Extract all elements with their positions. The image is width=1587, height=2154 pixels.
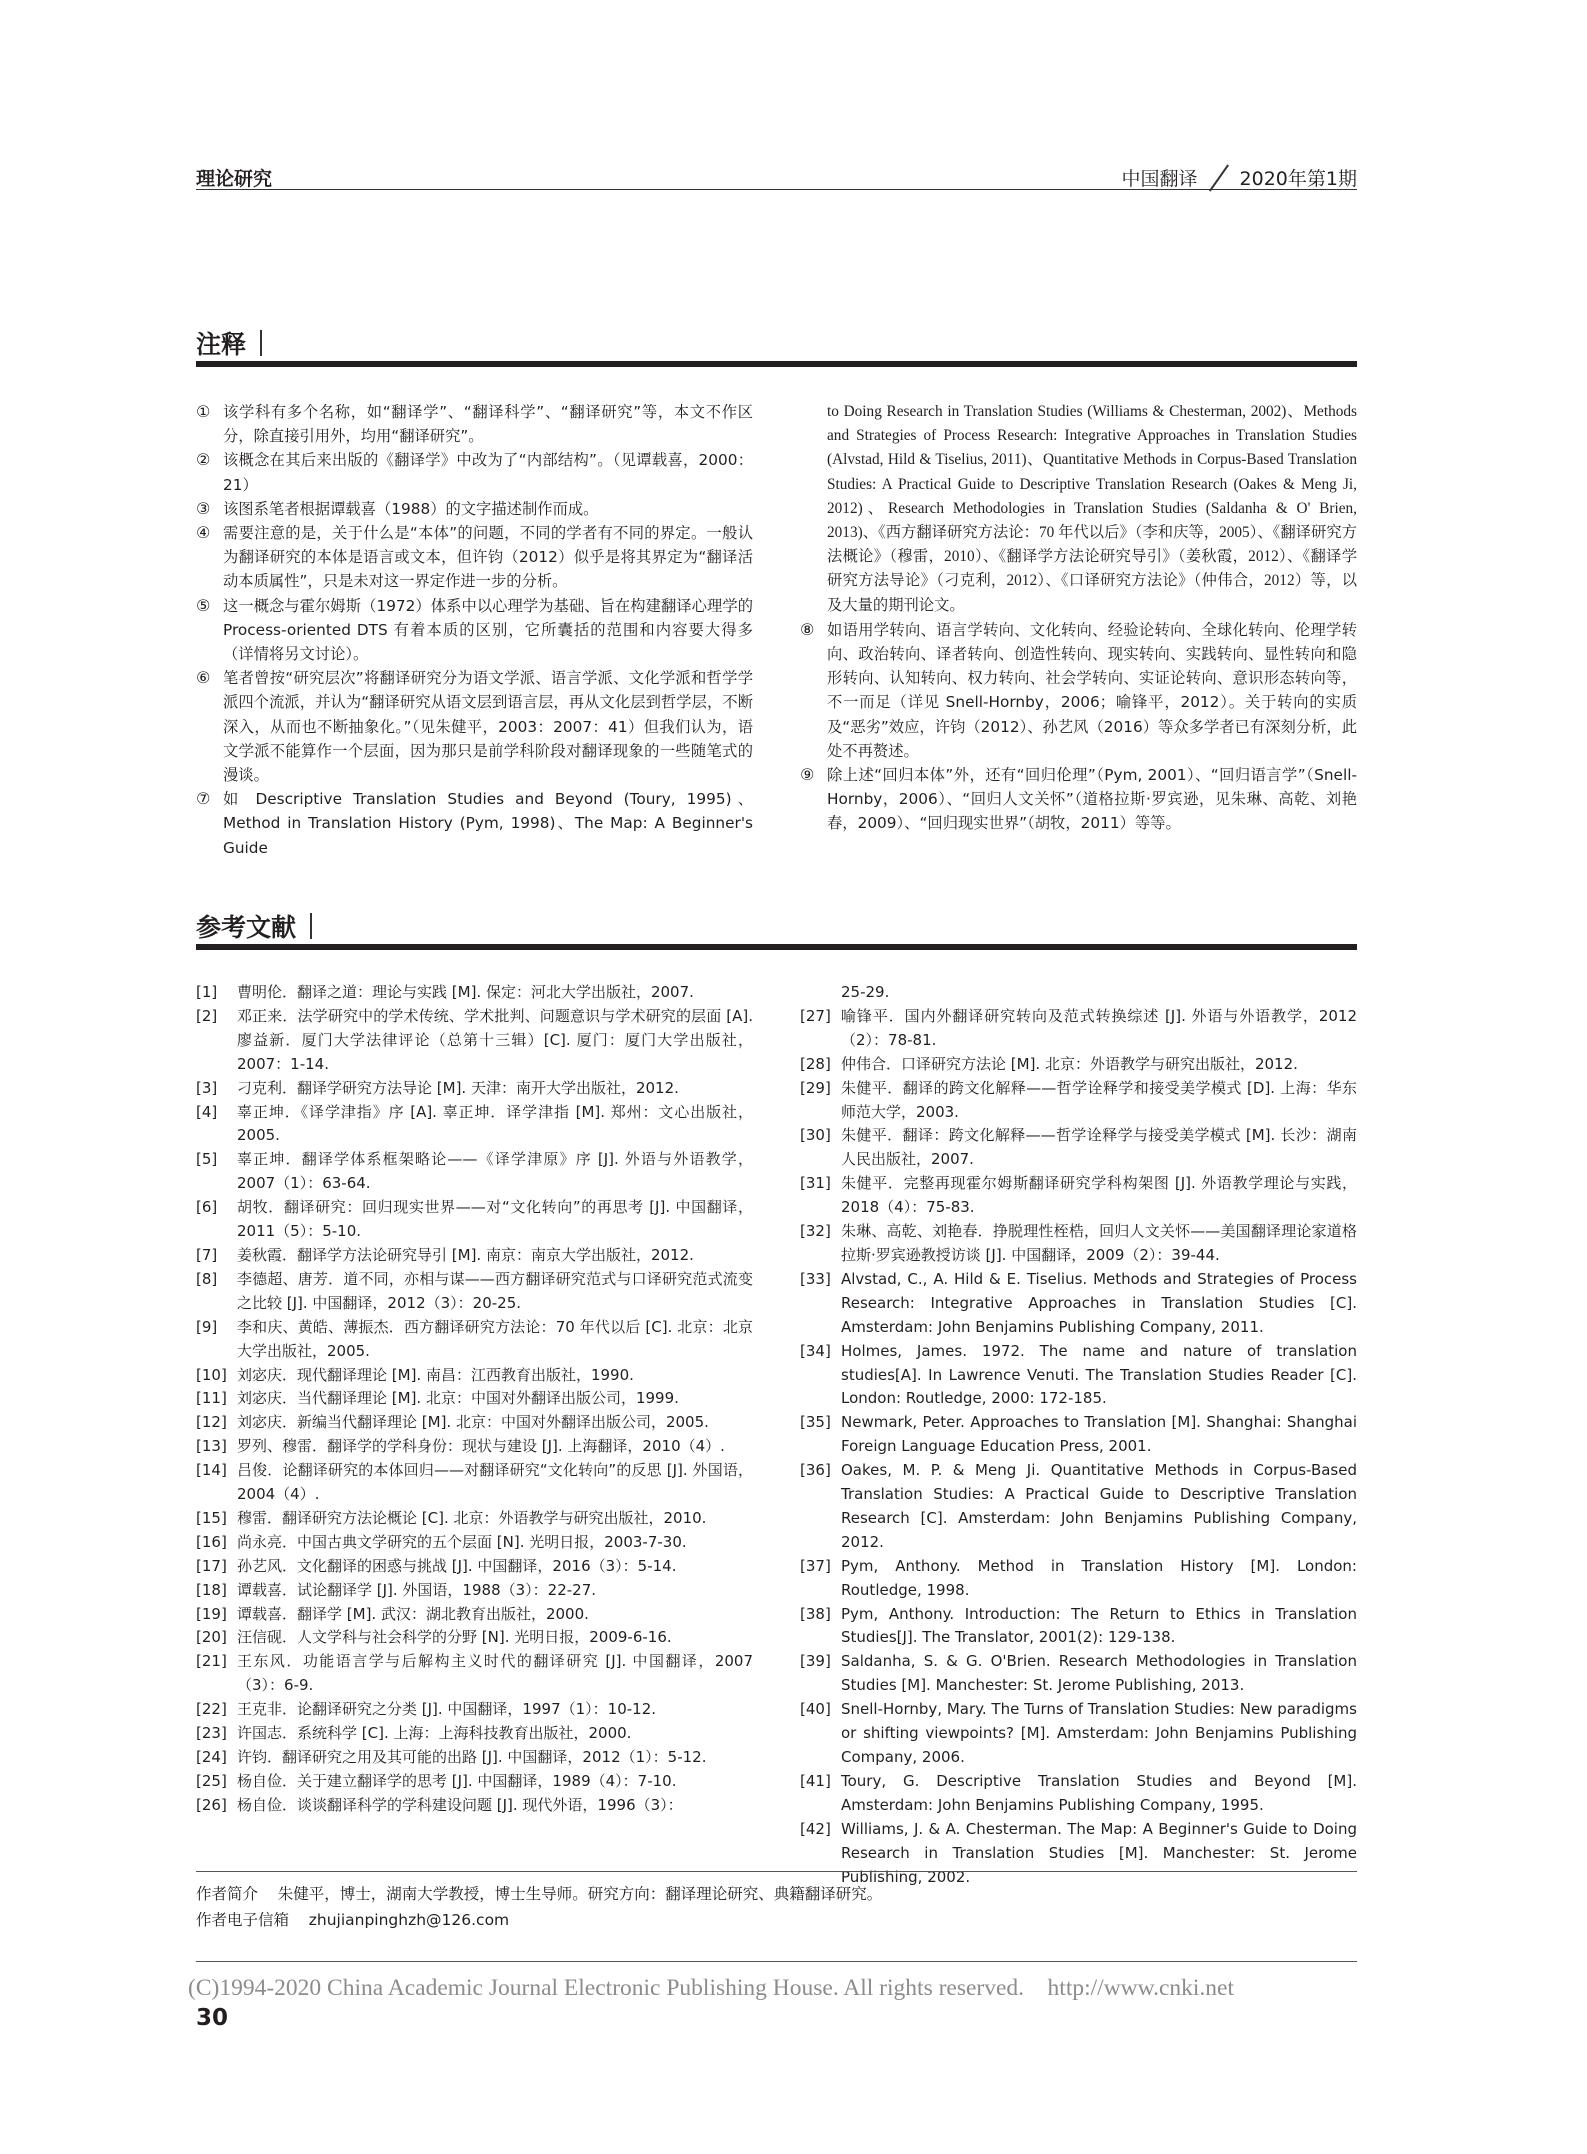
reference-item bbox=[196, 1507, 753, 1531]
note-number: ⑨ bbox=[800, 765, 815, 785]
notes-left-column bbox=[196, 400, 753, 860]
note-number: ⑧ bbox=[800, 619, 815, 639]
reference-item bbox=[196, 1579, 753, 1603]
notes-heading-rule bbox=[196, 361, 1357, 367]
reference-text: Alvstad, C., A. Hild & E. Tiselius. Methods and Strategies of Process Research: Integrative Approaches in Translation Studies [C]. Amsterdam: John Benjamins Publishing Company, 2011. bbox=[841, 1269, 1357, 1336]
note-text: 需要注意的是，关于什么是“本体”的问题，不同的学者有不同的界定。一般认为翻译研究的本体是语言或文本，但许钧（2012）似乎是将其界定为“翻译活动本质属性”，只是未对这一界定作进一步的分析。 bbox=[223, 524, 753, 591]
reference-text: 朱健平．翻译的跨文化解释——哲学诠释学和接受美学模式 [D]. 上海：华东师范大学，2003. bbox=[841, 1078, 1357, 1121]
references-heading-rule bbox=[196, 944, 1357, 950]
reference-number: [21] bbox=[196, 1652, 227, 1671]
reference-number: [42] bbox=[800, 1819, 831, 1838]
reference-number: [35] bbox=[800, 1413, 831, 1432]
reference-item bbox=[196, 1005, 753, 1077]
reference-text: 李和庆、黄皓、薄振杰．西方翻译研究方法论：70 年代以后 [C]. 北京：北京大学出版社，2005. bbox=[237, 1317, 753, 1360]
reference-number: [27] bbox=[800, 1006, 831, 1025]
reference-text: 朱健平．完整再现霍尔姆斯翻译研究学科构架图 [J]. 外语教学理论与实践，2018（4）：75-83. bbox=[841, 1174, 1357, 1217]
reference-item bbox=[196, 1626, 753, 1650]
author-top-rule bbox=[196, 1871, 1357, 1872]
reference-item bbox=[196, 1555, 753, 1579]
reference-item bbox=[196, 1077, 753, 1101]
note-number: ③ bbox=[196, 498, 211, 518]
reference-text: 尚永亮．中国古典文学研究的五个层面 [N]. 光明日报，2003-7-30. bbox=[237, 1532, 687, 1551]
reference-number: [13] bbox=[196, 1437, 227, 1456]
reference-26-continued-text: 25-29. bbox=[841, 983, 890, 1001]
reference-item bbox=[800, 1555, 1357, 1603]
reference-number: [29] bbox=[800, 1078, 831, 1097]
running-section-title: 理论研究 bbox=[196, 168, 273, 190]
reference-text: 刘宓庆．当代翻译理论 [M]. 北京：中国对外翻译出版公司，1999. bbox=[237, 1389, 679, 1408]
reference-number: [34] bbox=[800, 1341, 831, 1360]
reference-item bbox=[196, 1101, 753, 1149]
reference-text: 邓正来．法学研究中的学术传统、学术批判、问题意识与学术研究的层面 [A]. 廖益新．厦门大学法律评论（总第十三辑）[C]. 厦门：厦门大学出版社，2007：1-14. bbox=[237, 1006, 753, 1073]
reference-item bbox=[196, 1698, 753, 1722]
reference-text: 姜秋霞．翻译学方法论研究导引 [M]. 南京：南京大学出版社，2012. bbox=[237, 1245, 694, 1264]
reference-text: 穆雷．翻译研究方法论概论 [C]. 北京：外语教学与研究出版社，2010. bbox=[237, 1508, 707, 1527]
page-number: 30 bbox=[196, 2005, 229, 2031]
reference-number: [36] bbox=[800, 1461, 831, 1480]
note-item bbox=[196, 497, 753, 521]
reference-continuation bbox=[800, 981, 1357, 1005]
reference-number: [31] bbox=[800, 1174, 831, 1193]
reference-text: Pym, Anthony. Method in Translation History [M]. London: Routledge, 1998. bbox=[841, 1556, 1357, 1599]
reference-item bbox=[800, 1411, 1357, 1459]
reference-number: [38] bbox=[800, 1604, 831, 1623]
reference-number: [37] bbox=[800, 1556, 831, 1575]
note-item bbox=[196, 400, 753, 448]
reference-number: [4] bbox=[196, 1102, 218, 1121]
reference-text: 喻锋平．国内外翻译研究转向及范式转换综述 [J]. 外语与外语教学，2012（2）：78-81. bbox=[841, 1006, 1357, 1049]
reference-item bbox=[800, 1698, 1357, 1770]
note-number: ② bbox=[196, 450, 211, 470]
reference-text: Saldanha, S. & G. O'Brien. Research Methodologies in Translation Studies [M]. Manchester: St. Jerome Publishing, 2013. bbox=[841, 1652, 1357, 1695]
note-item bbox=[196, 666, 753, 787]
reference-number: [30] bbox=[800, 1126, 831, 1145]
reference-text: 王克非．论翻译研究之分类 [J]. 中国翻译，1997（1）：10-12. bbox=[237, 1700, 657, 1719]
reference-text: 许国志．系统科学 [C]. 上海：上海科技教育出版社，2000. bbox=[237, 1724, 632, 1743]
reference-number: [16] bbox=[196, 1532, 227, 1551]
reference-text: 李德超、唐芳．道不同，亦相与谋——西方翻译研究范式与口译研究范式流变之比较 [J]. 中国翻译，2012（3）：20-25. bbox=[237, 1269, 753, 1312]
reference-text: Toury, G. Descriptive Translation Studies and Beyond [M]. Amsterdam: John Benjamins Publishing Company, 1995. bbox=[841, 1771, 1357, 1814]
reference-item bbox=[800, 1172, 1357, 1220]
references-right-column bbox=[800, 981, 1357, 1889]
reference-text: Newmark, Peter. Approaches to Translation [M]. Shanghai: Shanghai Foreign Language Education Press, 2001. bbox=[841, 1413, 1357, 1456]
reference-number: [1] bbox=[196, 983, 218, 1001]
reference-text: 王东风．功能语言学与后解构主义时代的翻译研究 [J]. 中国翻译，2007（3）：6-9. bbox=[237, 1652, 753, 1695]
reference-item bbox=[196, 1196, 753, 1244]
reference-text: Holmes, James. 1972. The name and nature of translation studies[A]. In Lawrence Venuti. The Translation Studies Reader [C]. London: Routledge, 2000: 172-185. bbox=[841, 1341, 1357, 1408]
reference-number: [18] bbox=[196, 1580, 227, 1599]
reference-text: 许钧．翻译研究之用及其可能的出路 [J]. 中国翻译，2012（1）：5-12. bbox=[237, 1748, 707, 1766]
reference-number: [25] bbox=[196, 1771, 227, 1790]
header-rule bbox=[196, 189, 1357, 190]
reference-text: 吕俊．论翻译研究的本体回归——对翻译研究“文化转向”的反思 [J]. 外国语，2004（4）. bbox=[237, 1461, 753, 1504]
note-text: 除上述“回归本体”外，还有“回归伦理”（Pym, 2001）、“回归语言学”（Snell-Hornby，2006）、“回归人文关怀”（道格拉斯·罗宾逊，见朱琳、高乾、刘艳春，2009）、“回归现实世界”（胡牧，2011）等等。 bbox=[827, 766, 1357, 833]
reference-item bbox=[196, 1364, 753, 1388]
reference-text: 罗列、穆雷．翻译学的学科身份：现状与建设 [J]. 上海翻译，2010（4）. bbox=[237, 1437, 725, 1456]
reference-item bbox=[800, 1220, 1357, 1268]
reference-item bbox=[196, 1268, 753, 1316]
reference-item bbox=[800, 1124, 1357, 1172]
author-bio-text: 朱健平，博士，湖南大学教授，博士生导师。研究方向：翻译理论研究、典籍翻译研究。 bbox=[277, 1885, 883, 1903]
reference-text: 孙艺风．文化翻译的困惑与挑战 [J]. 中国翻译，2016（3）：5-14. bbox=[237, 1556, 677, 1575]
reference-text: 辜正坤．翻译学体系框架略论——《译学津原》序 [J]. 外语与外语教学，2007（1）：63-64. bbox=[237, 1150, 753, 1193]
reference-number: [33] bbox=[800, 1269, 831, 1288]
reference-number: [5] bbox=[196, 1150, 218, 1169]
reference-item bbox=[800, 1053, 1357, 1077]
reference-text: 刘宓庆．新编当代翻译理论 [M]. 北京：中国对外翻译出版公司，2005. bbox=[237, 1413, 709, 1432]
slash-divider-icon bbox=[1206, 165, 1232, 191]
note-text: 该概念在其后来出版的《翻译学》中改为了“内部结构”。（见谭载喜，2000：21） bbox=[223, 451, 753, 494]
reference-item bbox=[800, 1340, 1357, 1412]
note-item bbox=[800, 763, 1357, 836]
note-item bbox=[196, 448, 753, 496]
reference-item bbox=[800, 1005, 1357, 1053]
reference-item bbox=[800, 1077, 1357, 1125]
journal-name: 中国翻译 bbox=[1121, 168, 1198, 190]
reference-number: [26] bbox=[196, 1795, 227, 1814]
reference-item bbox=[800, 1650, 1357, 1698]
reference-text: 曹明伦．翻译之道：理论与实践 [M]. 保定：河北大学出版社，2007. bbox=[237, 983, 694, 1001]
heading-bar bbox=[260, 330, 262, 356]
note-number: ⑦ bbox=[196, 789, 211, 809]
note-number: ④ bbox=[196, 523, 211, 543]
reference-item bbox=[196, 1603, 753, 1627]
reference-text: Pym, Anthony. Introduction: The Return to Ethics in Translation Studies[J]. The Translator, 2001(2): 129-138. bbox=[841, 1604, 1357, 1647]
reference-text: 刁克利．翻译学研究方法导论 [M]. 天津：南开大学出版社，2012. bbox=[237, 1078, 679, 1097]
reference-number: [20] bbox=[196, 1628, 227, 1647]
reference-text: 胡牧．翻译研究：回归现实世界——对“文化转向”的再思考 [J]. 中国翻译，2011（5）：5-10. bbox=[237, 1198, 753, 1241]
reference-item bbox=[800, 1770, 1357, 1818]
reference-item bbox=[800, 1459, 1357, 1555]
reference-number: [9] bbox=[196, 1317, 218, 1336]
references-left-column bbox=[196, 981, 753, 1818]
copyright-watermark: (C)1994-2020 China Academic Journal Electronic Publishing House. All rights reserved. http://www.cnki.net bbox=[188, 1975, 1235, 2001]
reference-number: [22] bbox=[196, 1700, 227, 1719]
note-number: ① bbox=[196, 402, 211, 421]
note-number: ⑥ bbox=[196, 668, 211, 688]
reference-item bbox=[196, 1316, 753, 1364]
reference-number: [12] bbox=[196, 1413, 227, 1432]
references-heading bbox=[196, 908, 312, 944]
reference-number: [8] bbox=[196, 1269, 218, 1288]
note-text: 该学科有多个名称，如“翻译学”、“翻译科学”、“翻译研究”等，本文不作区分，除直接引用外，均用“翻译研究”。 bbox=[223, 403, 753, 446]
reference-text: 杨自俭．关于建立翻译学的思考 [J]. 中国翻译，1989（4）：7-10. bbox=[237, 1771, 677, 1790]
notes-heading bbox=[196, 325, 262, 361]
reference-item bbox=[196, 1722, 753, 1746]
reference-number: [11] bbox=[196, 1389, 227, 1408]
note-text: 如 Descriptive Translation Studies and Beyond (Toury, 1995)、Method in Translation History (Pym, 1998)、The Map: A Beginner's Guide bbox=[223, 790, 753, 857]
reference-number: [10] bbox=[196, 1365, 227, 1384]
reference-number: [32] bbox=[800, 1222, 831, 1241]
reference-text: 谭载喜．试论翻译学 [J]. 外国语，1988（3）：22-27. bbox=[237, 1580, 597, 1599]
reference-item bbox=[196, 1435, 753, 1459]
reference-text: Snell-Hornby, Mary. The Turns of Translation Studies: New paradigms or shifting viewpoints? [M]. Amsterdam: John Benjamins Publishing Company, 2006. bbox=[841, 1700, 1357, 1766]
author-bio-label: 作者简介 bbox=[196, 1885, 259, 1903]
reference-number: [3] bbox=[196, 1078, 218, 1097]
reference-text: Oakes, M. P. & Meng Ji. Quantitative Methods in Corpus-Based Translation Studies: A Practical Guide to Descriptive Translation Research [C]. Amsterdam: John Benjamins Publishing Company, 2012. bbox=[841, 1461, 1357, 1551]
author-email-link[interactable]: zhujianpinghzh@126.com bbox=[308, 1911, 510, 1929]
reference-number: [6] bbox=[196, 1198, 218, 1217]
reference-number: [40] bbox=[800, 1700, 831, 1719]
author-bio bbox=[196, 1882, 882, 1907]
reference-text: 仲伟合．口译研究方法论 [M]. 北京：外语教学与研究出版社，2012. bbox=[841, 1054, 1298, 1073]
note-continuation bbox=[800, 400, 1357, 618]
note-number: ⑤ bbox=[196, 595, 211, 615]
reference-number: [24] bbox=[196, 1748, 227, 1766]
reference-item bbox=[196, 981, 753, 1005]
reference-text: 刘宓庆．现代翻译理论 [M]. 南昌：江西教育出版社，1990. bbox=[237, 1365, 634, 1384]
notes-heading-text: 注释 bbox=[196, 330, 247, 359]
reference-item bbox=[196, 1148, 753, 1196]
reference-number: [7] bbox=[196, 1245, 218, 1264]
reference-item bbox=[196, 1411, 753, 1435]
note-item bbox=[196, 521, 753, 594]
author-email-label: 作者电子信箱 bbox=[196, 1911, 290, 1929]
reference-item bbox=[196, 1459, 753, 1507]
reference-item bbox=[800, 1603, 1357, 1651]
reference-number: [23] bbox=[196, 1724, 227, 1743]
reference-item bbox=[800, 1268, 1357, 1340]
reference-text: 谭载喜．翻译学 [M]. 武汉：湖北教育出版社，2000. bbox=[237, 1604, 589, 1623]
note-item bbox=[800, 618, 1357, 763]
reference-number: [15] bbox=[196, 1508, 227, 1527]
note-text: 这一概念与霍尔姆斯（1972）体系中以心理学为基础、旨在构建翻译心理学的 Process-oriented DTS 有着本质的区别，它所囊括的范围和内容要大得多（详情将另文讨论）。 bbox=[223, 596, 753, 664]
reference-number: [14] bbox=[196, 1461, 227, 1480]
reference-item bbox=[196, 1794, 753, 1818]
note-text: 如语用学转向、语言学转向、文化转向、经验论转向、全球化转向、伦理学转向、政治转向、译者转向、创造性转向、现实转向、实践转向、显性转向和隐形转向、认知转向、权力转向、社会学转向、实证论转向、意识形态转向等，不一而足（详见 Snell-Hornby，2006；喻锋平，2012）。关于转向的实质及“恶劣”效应，许钧（2012）、孙艺风（2016）等众多学者已有深刻分析，此处不再赘述。 bbox=[827, 620, 1357, 760]
note-text: 该图系笔者根据谭载喜（1988）的文字描述制作而成。 bbox=[223, 499, 599, 518]
reference-text: 辜正坤．《译学津指》序 [A]. 辜正坤．译学津指 [M]. 郑州：文心出版社，2005. bbox=[237, 1102, 753, 1145]
reference-text: Williams, J. & A. Chesterman. The Map: A Beginner's Guide to Doing Research in Translation Studies [M]. Manchester: St. Jerome Publishing, 2002. bbox=[841, 1819, 1357, 1886]
note-7-continued-text: to Doing Research in Translation Studies (Williams & Chesterman, 2002)、Methods and Strategies of Process Research: Integrative Approaches in Translation Studies (Alvstad, Hild & Tiselius, 2011)、Quantitative Methods in Corpus-Based Translation Studies: A Practical Guide to Descriptive Translation Research (Oakes & Meng Ji, 2012)、Research Methodologies in Translation Studies (Saldanha & O' Brien, 2013)、《西方翻译研究方法论：70 年代以后》（李和庆等，2005）、《翻译研究方法概论》（穆雷，2010）、《翻译学方法论研究导引》（姜秋霞，2012）、《翻译学研究方法导论》（刁克利，2012）、《口译研究方法论》（仲伟合，2012）等，以及大量的期刊论文。 bbox=[827, 403, 1357, 614]
heading-bar bbox=[310, 913, 312, 939]
author-bottom-rule bbox=[196, 1961, 1357, 1962]
reference-item bbox=[196, 1770, 753, 1794]
reference-item bbox=[196, 1244, 753, 1268]
issue-label: 2020年第1期 bbox=[1239, 168, 1357, 190]
reference-text: 汪信砚．人文学科与社会科学的分野 [N]. 光明日报，2009-6-16. bbox=[237, 1628, 672, 1647]
reference-item bbox=[196, 1746, 753, 1770]
reference-text: 杨自俭．谈谈翻译科学的学科建设问题 [J]. 现代外语，1996（3）： bbox=[237, 1795, 683, 1814]
reference-text: 朱琳、高乾、刘艳春．挣脱理性桎梏，回归人文关怀——美国翻译理论家道格拉斯·罗宾逊教授访谈 [J]. 中国翻译，2009（2）：39-44. bbox=[841, 1222, 1357, 1264]
reference-number: [17] bbox=[196, 1556, 227, 1575]
reference-item bbox=[196, 1387, 753, 1411]
reference-item bbox=[196, 1531, 753, 1555]
running-journal-info bbox=[1122, 164, 1357, 191]
reference-number: [39] bbox=[800, 1652, 831, 1671]
reference-text: 朱健平．翻译：跨文化解释——哲学诠释学与接受美学模式 [M]. 长沙：湖南人民出版社，2007. bbox=[841, 1126, 1357, 1169]
note-item bbox=[196, 594, 753, 667]
notes-right-column bbox=[800, 400, 1357, 836]
reference-number: [2] bbox=[196, 1006, 218, 1025]
note-item bbox=[196, 787, 753, 860]
reference-number: [28] bbox=[800, 1054, 831, 1073]
references-heading-text: 参考文献 bbox=[196, 913, 297, 942]
reference-item bbox=[800, 1818, 1357, 1890]
reference-number: [19] bbox=[196, 1604, 227, 1623]
reference-number: [41] bbox=[800, 1771, 831, 1790]
reference-item bbox=[196, 1650, 753, 1698]
author-email bbox=[196, 1908, 509, 1933]
note-text: 笔者曾按“研究层次”将翻译研究分为语文学派、语言学派、文化学派和哲学学派四个流派，并认为“翻译研究从语文层到语言层，再从文化层到哲学层，不断深入，从而也不断抽象化。”（见朱健平，2003：2007：41）但我们认为，语文学派不能算作一个层面，因为那只是前学科阶段对翻译现象的一些随笔式的漫谈。 bbox=[223, 669, 753, 785]
